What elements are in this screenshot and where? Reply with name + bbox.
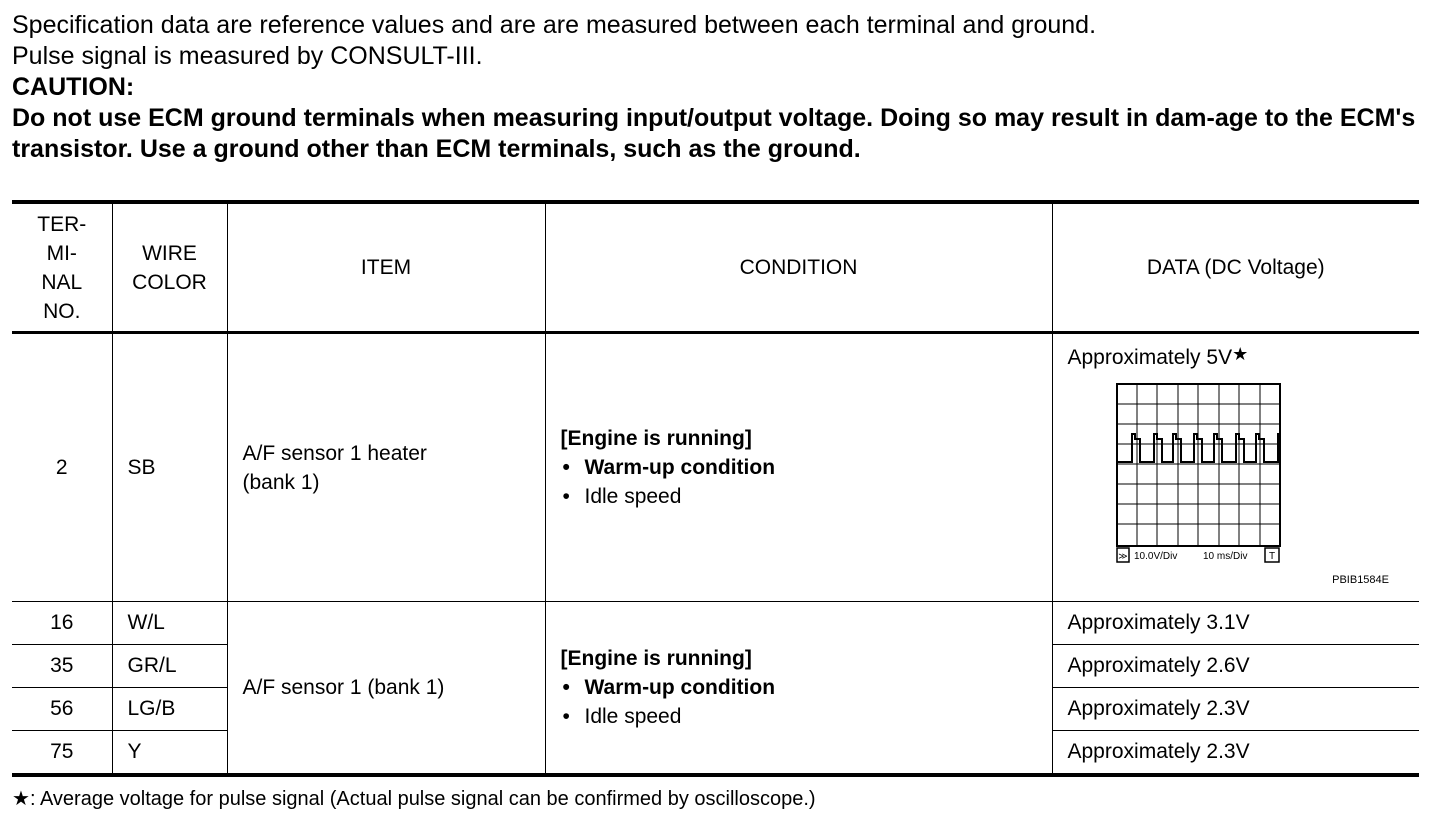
header-wire-color: WIRE COLOR — [112, 202, 227, 333]
caution-text: Do not use ECM ground terminals when measuring input/output voltage. Doing so may result in dam-age to the ECM's transistor. Use a ground other than ECM terminals, such as the ground. — [12, 104, 1416, 163]
item-cell: A/F sensor 1 (bank 1) — [227, 602, 545, 776]
data-value: Approximately 5V — [1067, 346, 1233, 369]
terminal-cell: 2 — [12, 333, 112, 602]
ecm-terminal-table — [12, 200, 1419, 777]
oscilloscope-graphic — [1116, 383, 1281, 563]
wire-cell: GR/L — [112, 645, 227, 688]
scope-marker: ≫ — [1117, 551, 1128, 561]
terminal-cell: 16 — [12, 602, 112, 645]
caution-label: CAUTION: — [12, 73, 135, 101]
footnote — [12, 786, 816, 811]
intro-text — [12, 10, 1422, 165]
condition-cell: [Engine is running] • Warm-up condition • Idle speed — [545, 602, 1052, 776]
header-data: DATA (DC Voltage) — [1052, 202, 1419, 333]
spec-note: Specification data are reference values and are are measured between each terminal and ground. — [12, 11, 1097, 39]
header-item: ITEM — [227, 202, 545, 333]
table-row — [12, 333, 1419, 602]
scope-time-div: 10 ms/Div — [1202, 551, 1247, 562]
star-icon: ★ — [12, 788, 30, 810]
wire-cell: Y — [112, 731, 227, 776]
data-cell: Approximately 2.6V — [1052, 645, 1419, 688]
image-code: PBIB1584E — [1332, 574, 1389, 586]
terminal-cell: 56 — [12, 688, 112, 731]
wire-cell: W/L — [112, 602, 227, 645]
header-terminal: TER- MI- NAL NO. — [12, 202, 112, 333]
condition-cell: [Engine is running] • Warm-up condition • Idle speed — [545, 333, 1052, 602]
star-icon: ★ — [1232, 344, 1249, 364]
pulse-note: Pulse signal is measured by CONSULT-III. — [12, 42, 483, 70]
data-cell: Approximately 3.1V — [1052, 602, 1419, 645]
wire-cell: LG/B — [112, 688, 227, 731]
table-row — [12, 602, 1419, 645]
header-condition: CONDITION — [545, 202, 1052, 333]
bullet-icon: • — [562, 485, 570, 508]
scope-trigger: T — [1268, 551, 1275, 562]
terminal-cell: 35 — [12, 645, 112, 688]
data-cell — [1052, 333, 1419, 602]
wire-cell: SB — [112, 333, 227, 602]
bullet-icon: • — [562, 705, 570, 728]
table-header-row — [12, 202, 1419, 333]
bullet-icon: • — [562, 456, 570, 479]
footnote-text: : Average voltage for pulse signal (Actual pulse signal can be confirmed by oscilloscope.) — [29, 788, 816, 810]
data-cell: Approximately 2.3V — [1052, 731, 1419, 776]
item-cell: A/F sensor 1 heater (bank 1) — [227, 333, 545, 602]
terminal-cell: 75 — [12, 731, 112, 776]
ecm-terminal-table-wrap — [12, 200, 1419, 777]
bullet-icon: • — [562, 676, 570, 699]
data-cell: Approximately 2.3V — [1052, 688, 1419, 731]
scope-volt-div: 10.0V/Div — [1133, 551, 1177, 562]
oscilloscope-image — [1116, 383, 1281, 563]
